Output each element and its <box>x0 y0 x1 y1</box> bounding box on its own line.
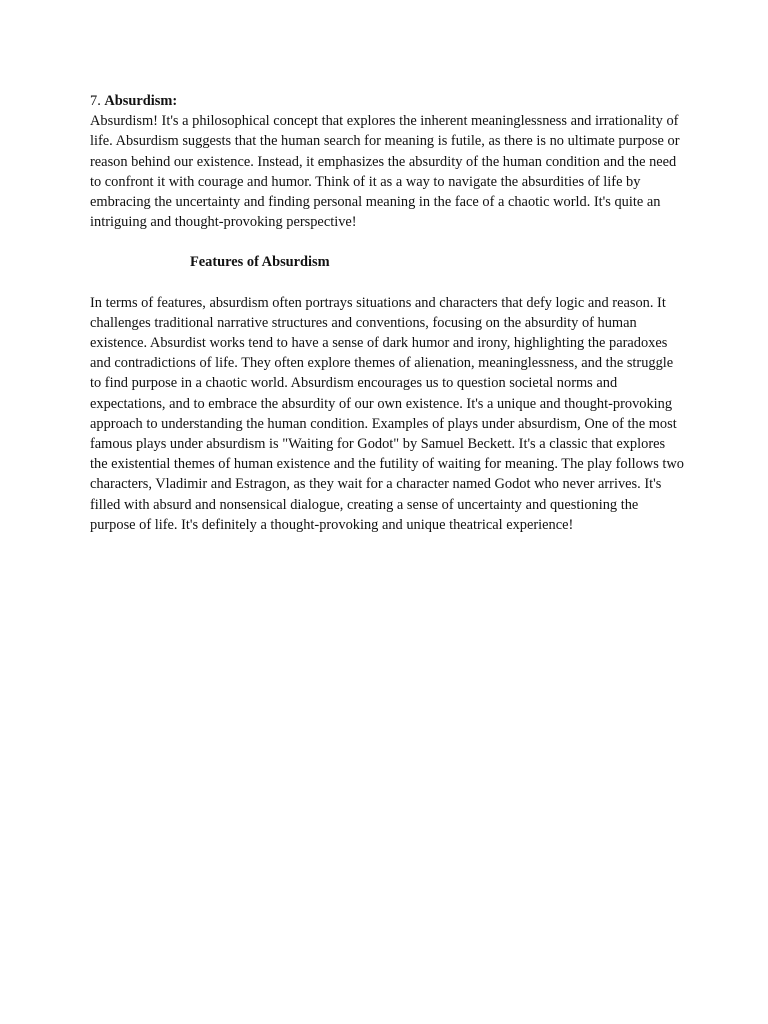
features-heading: Features of Absurdism <box>190 254 330 271</box>
intro-paragraph: Absurdism! It's a philosophical concept that explores the inherent meaninglessness and irrationality of life. Absurdism suggests that the human search for meaning is futile, as there is no ultimate purpose or reason behind our existence. Instead, it emphasizes the absurdity of the human condition and the need to confront it with courage and humor. Think of it as a way to navigate the absurdities of life by embracing the uncertainty and finding personal meaning in the face of a chaotic world. It's quite an intriguing and thought-provoking perspective! <box>90 113 680 231</box>
features-paragraph: In terms of features, absurdism often portrays situations and characters that defy logic and reason. It challenges traditional narrative structures and conventions, focusing on the absurdity of human existence. Absurdist works tend to have a sense of dark humor and irony, highlighting the paradoxes and contradictions of life. They often explore themes of alienation, meaninglessness, and the struggle to find purpose in a chaotic world. Absurdism encourages us to question societal norms and expectations, and to embrace the absurdity of our own existence. It's a unique and thought-provoking approach to understanding the human condition. Examples of plays under absurdism, One of the most famous plays under absurdism is "Waiting for Godot" by Samuel Beckett. It's a classic that explores the existential themes of human existence and the futility of waiting for meaning. The play follows two characters, Vladimir and Estragon, as they wait for a character named Godot who never arrives. It's filled with absurd and nonsensical dialogue, creating a sense of uncertainty and questioning the purpose of life. It's definitely a thought-provoking and unique theatrical experience! <box>90 294 684 533</box>
section-heading <box>90 91 685 111</box>
section-title: Absurdism: <box>104 93 178 109</box>
document-body <box>90 91 685 535</box>
section-number: 7. <box>90 93 101 109</box>
